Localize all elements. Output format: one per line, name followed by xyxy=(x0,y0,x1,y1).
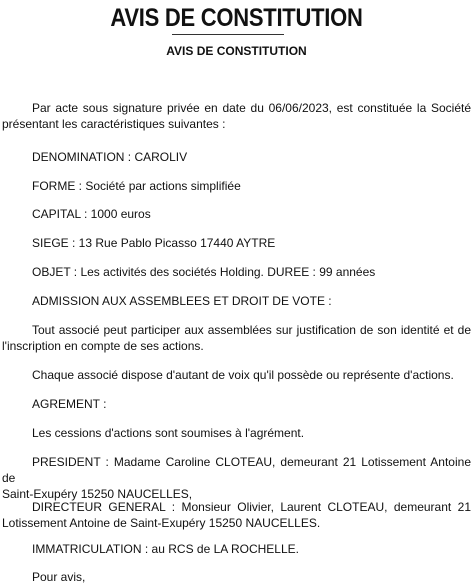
president-line-2: Saint-Exupéry 15250 NAUCELLES, xyxy=(2,487,193,501)
voix-line: Chaque associé dispose d'autant de voix qu'il possède ou représente d'actions. xyxy=(32,368,454,382)
associe-line-2: l'inscription en compte de ses actions. xyxy=(2,339,204,353)
immatriculation-line: IMMATRICULATION : au RCS de LA ROCHELLE. xyxy=(32,542,299,556)
objet-line: OBJET : Les activités des sociétés Holding. DUREE : 99 années xyxy=(32,265,376,279)
associe-paragraph xyxy=(2,322,471,354)
associe-line-1: Tout associé peut participer aux assemblées sur justification de son identité et de xyxy=(32,323,471,337)
sub-title: AVIS DE CONSTITUTION xyxy=(166,44,307,58)
main-title: AVIS DE CONSTITUTION xyxy=(110,4,363,32)
cessions-line: Les cessions d'actions sont soumises à l'agrément. xyxy=(32,426,305,440)
directeur-line-2: Lotissement Antoine de Saint-Exupéry 15250 NAUCELLES. xyxy=(2,516,321,530)
intro-paragraph xyxy=(2,100,471,132)
president-paragraph xyxy=(2,454,471,502)
title-divider xyxy=(172,34,284,35)
siege-line: SIEGE : 13 Rue Pablo Picasso 17440 AYTRE xyxy=(32,236,276,250)
capital-line: CAPITAL : 1000 euros xyxy=(32,207,151,221)
admission-heading: ADMISSION AUX ASSEMBLEES ET DROIT DE VOTE : xyxy=(32,294,332,308)
denomination-line: DENOMINATION : CAROLIV xyxy=(32,150,188,164)
intro-line-2: présentant les caractéristiques suivantes : xyxy=(2,117,226,131)
forme-line: FORME : Société par actions simplifiée xyxy=(32,179,241,193)
agrement-heading: AGREMENT : xyxy=(32,397,107,411)
directeur-line-1: DIRECTEUR GENERAL : Monsieur Olivier, Laurent CLOTEAU, demeurant 21 xyxy=(32,500,471,514)
intro-line-1: Par acte sous signature privée en date du 06/06/2023, est constituée la Société xyxy=(32,101,471,115)
closing-line: Pour avis, xyxy=(32,570,86,584)
directeur-paragraph xyxy=(2,499,471,531)
president-line-1: PRESIDENT : Madame Caroline CLOTEAU, demeurant 21 Lotissement Antoine de xyxy=(2,455,471,485)
